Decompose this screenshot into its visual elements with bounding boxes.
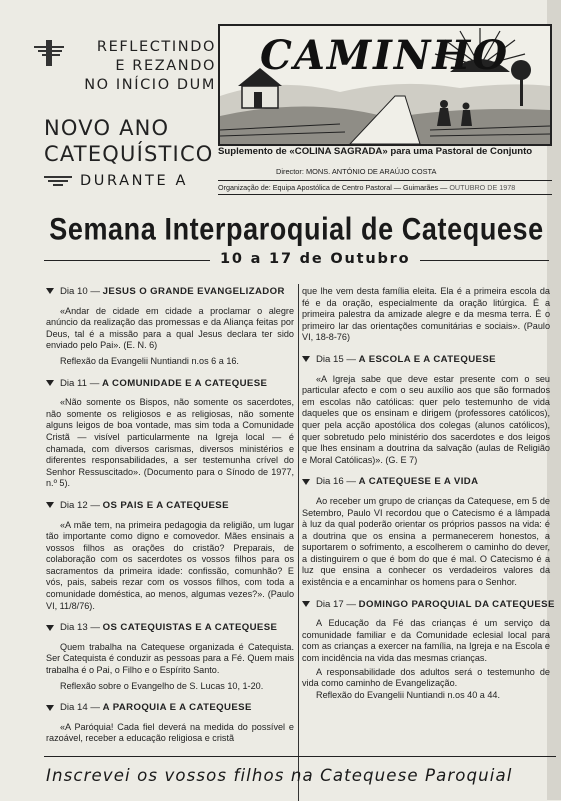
section-reference: Reflexão sobre o Evangelho de S. Lucas 10, 1-20. <box>60 680 264 691</box>
section-dia-10 <box>46 286 294 368</box>
section-heading: Dia 16 — A CATEQUESE E A VIDA <box>302 476 550 488</box>
header-line-2: E REZANDO <box>115 58 216 74</box>
section-paragraph: «A Igreja sabe que deve estar presente com o seu particular afecto e com o seu auxílio aos que são formados em escolas não católicas: quer pelo testemunho de vida daqueles que os ensinam e dirigem (professores católicos), quer pela acção apostólica dos colegas (alunos católicos), quer sobretudo pelo ministério dos sacerdotes e dos leigos que lhes ensinam a doutrina da salvação (aulas de Religião e Moral Católicas)». (G. E 7) <box>302 373 550 465</box>
section-day: Dia 17 <box>316 598 344 610</box>
logo-title: CAMINHO <box>260 32 510 79</box>
section-title: A CATEQUESE E A VIDA <box>358 476 479 488</box>
section-paragraph: A responsabilidade dos adultos será o testemunho de vida como caminho de Evangelização. <box>302 666 550 689</box>
section-title: DOMINGO PAROQUIAL DA CATEQUESE <box>358 598 555 610</box>
section-heading: Dia 17 — DOMINGO PAROQUIAL DA CATEQUESE <box>302 599 550 611</box>
section-title: OS PAIS E A CATEQUESE <box>102 499 229 511</box>
ornament-icon <box>44 174 74 188</box>
section-dia-15 <box>302 354 550 466</box>
section-title: A PAROQUIA E A CATEQUESE <box>102 702 252 714</box>
header-durante <box>44 173 188 189</box>
issue-date: OUTUBRO DE 1978 <box>449 183 516 192</box>
section-day: Dia 10 <box>60 286 88 297</box>
header-intro <box>44 38 216 167</box>
header-line-1: REFLECTINDO <box>96 39 216 55</box>
bullet-triangle-icon <box>302 479 310 485</box>
section-title: OS CATEQUISTAS E A CATEQUESE <box>102 622 278 634</box>
footer-rule <box>44 756 556 757</box>
right-column <box>302 286 555 701</box>
bullet-triangle-icon <box>46 502 54 508</box>
bullet-triangle-icon <box>302 601 310 607</box>
header-big-line-1: NOVO ANO <box>44 116 170 140</box>
section-heading: Dia 15 — A ESCOLA E A CATEQUESE <box>302 354 550 366</box>
section-dia-12 <box>46 500 294 612</box>
continuation-paragraph: que lhe vem desta família eleita. Ela é a primeira escola da fé e da oração, especialmente da oração litúrgica. É a primeira palestra da amizade alegre e da mesma terra. É o primeiro lar das orientações comunitárias e sociais». (Paulo VI, 18-8-76) <box>302 286 550 343</box>
director-line: Director: MONS. ANTÓNIO DE ARAÚJO COSTA <box>276 167 437 176</box>
section-reference: Reflexão da Evangelii Nuntiandi n.os 6 a 16. <box>60 355 239 366</box>
section-heading: Dia 12 — OS PAIS E A CATEQUESE <box>46 500 294 512</box>
section-day: Dia 15 <box>316 353 344 365</box>
section-dia-14 <box>46 702 294 745</box>
bullet-triangle-icon <box>46 380 54 386</box>
section-paragraph: «Andar de cidade em cidade a proclamar o alegre anúncio da realização das promessas e da Aliança feitas por Deus, tal é a missão para a qual Jesus declara ter sido enviado pelo Pai». (E. N. 6) <box>46 305 294 351</box>
section-title: A ESCOLA E A CATEQUESE <box>358 353 496 365</box>
bullet-triangle-icon <box>46 625 54 631</box>
section-day: Dia 13 <box>60 622 88 634</box>
section-paragraph: «Não somente os Bispos, não somente os sacerdotes, não somente os religiosos e as religiosas, não somente alguns leigos de boa vontade, mas sim toda a Comunidade Cristã — visível particularmente na Igreja local — é chamada, com diversos carismas, diversos ministérios e diferentes responsabilidades, a ser testemunha crível do Senhor Ressuscitado». (Documento para o Sínodo de 1977, n.º 5). <box>46 397 294 489</box>
footer-slogan: Inscrevei os vossos filhos na Catequese Paroquial <box>46 766 513 785</box>
durante-text: DURANTE A <box>80 173 188 189</box>
section-dia-13 <box>46 622 294 692</box>
section-heading: Dia 14 — A PAROQUIA E A CATEQUESE <box>46 702 294 714</box>
section-paragraph: Ao receber um grupo de crianças da Catequese, em 5 de Setembro, Paulo VI recordou que o Catecismo é a lâmpada à luz da qual poderão orientar os próprios passos na vida: é a doutrina que os ensina a permanecerem honestos, a suportarem o sofrimento, a escolherem o caminho do dever, a distinguirem o que é bom do que é mal. O Catecismo é a luz que ensina a conhecer os verdadeiros valores da existência e a encaminhar os homens para o Senhor. <box>302 495 550 588</box>
caminho-logo <box>218 24 552 146</box>
header-big-line-2: CATEQUÍSTICO <box>44 142 214 166</box>
left-column <box>46 286 294 745</box>
section-day: Dia 12 <box>60 499 88 511</box>
section-dia-11 <box>46 378 294 490</box>
bullet-triangle-icon <box>46 705 54 711</box>
dates-label: 10 a 17 de Outubro <box>210 251 420 267</box>
section-dia-16 <box>302 476 550 588</box>
organization-line <box>218 180 552 195</box>
bullet-triangle-icon <box>46 288 54 294</box>
bullet-triangle-icon <box>302 356 310 362</box>
section-paragraph: «A Paróquia! Cada fiel deverá na medida do possível e razoável, receber a educação religiosa e cristã <box>46 721 294 744</box>
section-paragraph: Quem trabalha na Catequese organizada é Catequista. Ser Catequista é conduzir as pessoas para a Fé. Quem mais trabalha é o Pai, o Filho e o Espírito Santo. <box>46 641 294 676</box>
section-day: Dia 14 <box>60 702 88 714</box>
section-title: JESUS O GRANDE EVANGELIZADOR <box>102 286 285 297</box>
section-heading: Dia 11 — A COMUNIDADE E A CATEQUESE <box>46 378 294 390</box>
headline: Semana Interparoquial de Catequese <box>49 211 544 247</box>
organization-text: Organização de: Equipa Apostólica de Centro Pastoral — Guimarães — <box>218 183 448 192</box>
section-heading: Dia 10 — JESUS O GRANDE EVANGELIZADOR <box>46 286 294 298</box>
section-paragraph: «A mãe tem, na primeira pedagogia da religião, um lugar tão importante como digno e comovedor. Mães ensinais a vossos filhos as orações do cristão? Preparais, de colaboração com os sacerdotes os vossos filhos para os sacramentos da primeira idade: confissão, comunhão? E vós, pais, sabeis rezar com os vossos filhos, com toda a comunidade doméstica, ao menos, algumas vezes?». (Paulo VI, 11/8/76). <box>46 519 294 611</box>
column-divider <box>298 284 299 801</box>
header-line-3: NO INÍCIO DUM <box>84 77 216 93</box>
section-title: A COMUNIDADE E A CATEQUESE <box>101 377 268 389</box>
section-day: Dia 11 <box>60 377 88 389</box>
section-dia-17 <box>302 598 555 702</box>
section-day: Dia 16 <box>316 476 344 488</box>
section-reference: Reflexão do Evangelii Nuntiandi n.os 40 a 44. <box>316 689 501 700</box>
section-paragraph: A Educação da Fé das crianças é um serviço da comunidade familiar e da Comunidade eclesial local para com as crianças a exercer na família, na Igreja e na Escola e com incidência na vida das mesmas crianças. <box>302 618 550 664</box>
ornament-icon <box>34 40 68 66</box>
supplement-line: Suplemento de «COLINA SAGRADA» para uma Pastoral de Conjunto <box>218 146 533 157</box>
section-heading: Dia 13 — OS CATEQUISTAS E A CATEQUESE <box>46 622 294 634</box>
